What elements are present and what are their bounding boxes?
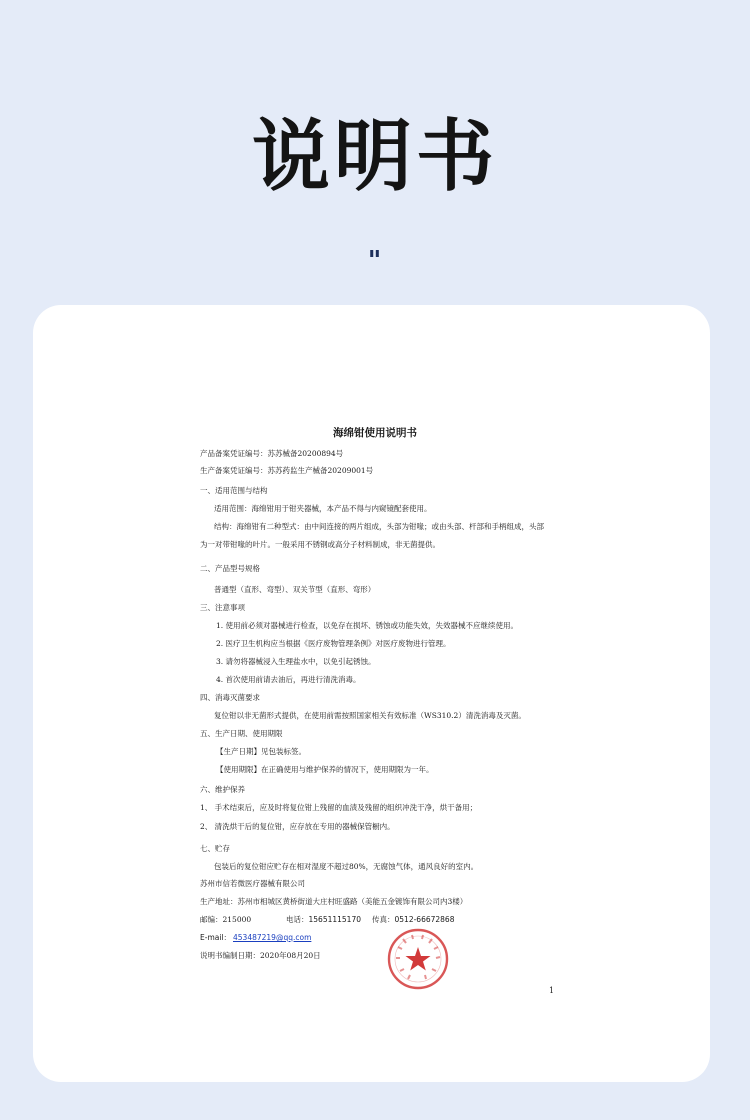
- production-address: 生产地址：苏州市相城区黄桥街道大庄村旺盛路（美能五金镀饰有限公司内3楼）: [200, 897, 468, 906]
- page-title: 说明书: [251, 112, 498, 202]
- section-4-title: 四、消毒灭菌要求: [200, 693, 260, 702]
- email-link[interactable]: 453487219@qq.com: [233, 933, 312, 942]
- fax: 传真：0512-66672868: [372, 915, 455, 924]
- section-5-validity: 【使用期限】在正确使用与维护保养的情况下，使用期限为一年。: [216, 765, 434, 774]
- section-1-title: 一、适用范围与结构: [200, 486, 268, 495]
- section-1-structure-line-1: 结构：海绵钳有二种型式：由中间连接的两片组成，头部为钳喙；或由头部、杆部和手柄组成，头部: [214, 522, 544, 531]
- company-seal: [386, 927, 450, 991]
- phone: 电话：15651115170: [286, 915, 361, 924]
- section-7-title: 七、贮存: [200, 844, 230, 853]
- document-card: [33, 305, 710, 1082]
- section-7-body: 包装后的复位钳应贮存在相对湿度不超过80%，无腐蚀气体，通风良好的室内。: [214, 862, 479, 871]
- section-2-title: 二、产品型号规格: [200, 564, 260, 573]
- production-record-number: 生产备案凭证编号：苏苏药监生产械备20209001号: [200, 466, 374, 475]
- edit-date: 说明书编制日期：2020年08月20日: [200, 951, 321, 960]
- record-number: 产品备案凭证编号：苏苏械备20200894号: [200, 449, 344, 458]
- section-4-body: 复位钳以非无菌形式提供，在使用前需按照国家相关有效标准（WS310.2）清洗消毒及灭菌。: [214, 711, 526, 720]
- company-name: 苏州市信若微医疗器械有限公司: [200, 879, 305, 888]
- section-3-item: 1. 使用前必须对器械进行检查，以免存在损坏、锈蚀或功能失效，失效器械不应继续使用。: [216, 621, 519, 630]
- section-3-item: 2. 医疗卫生机构应当根据《医疗废物管理条例》对医疗废物进行管理。: [216, 639, 451, 648]
- email-label: E-mail：: [200, 933, 232, 942]
- section-5-title: 五、生产日期、使用期限: [200, 729, 283, 738]
- quote-mark-icon: ": [367, 246, 383, 276]
- page-number: 1: [549, 986, 555, 995]
- section-6-item: 1、 手术结束后，应及时将复位钳上残留的血渍及残留的组织冲洗干净，烘干备用；: [200, 803, 478, 812]
- section-3-item: 4. 首次使用前请去油后，再进行清洗消毒。: [216, 675, 361, 684]
- section-5-production-date: 【生产日期】见包装标签。: [216, 747, 306, 756]
- document-title: 海绵钳使用说明书: [333, 427, 417, 439]
- postcode: 邮编：215000: [200, 915, 252, 924]
- section-2-body: 普通型（直形、弯型）、双关节型（直形、弯形）: [214, 585, 376, 594]
- section-3-item: 3. 请勿将器械浸入生理盐水中，以免引起锈蚀。: [216, 657, 376, 666]
- section-3-title: 三、注意事项: [200, 603, 245, 612]
- section-1-structure-line-2: 为一对带钳喙的叶片。一般采用不锈钢或高分子材料制成，非无菌提供。: [200, 540, 440, 549]
- section-6-item: 2、 清洗烘干后的复位钳，应存放在专用的器械保管橱内。: [200, 822, 395, 831]
- section-6-title: 六、维护保养: [200, 785, 245, 794]
- section-1-scope: 适用范围：海绵钳用于钳夹器械，本产品不得与内窥镜配套使用。: [214, 504, 432, 513]
